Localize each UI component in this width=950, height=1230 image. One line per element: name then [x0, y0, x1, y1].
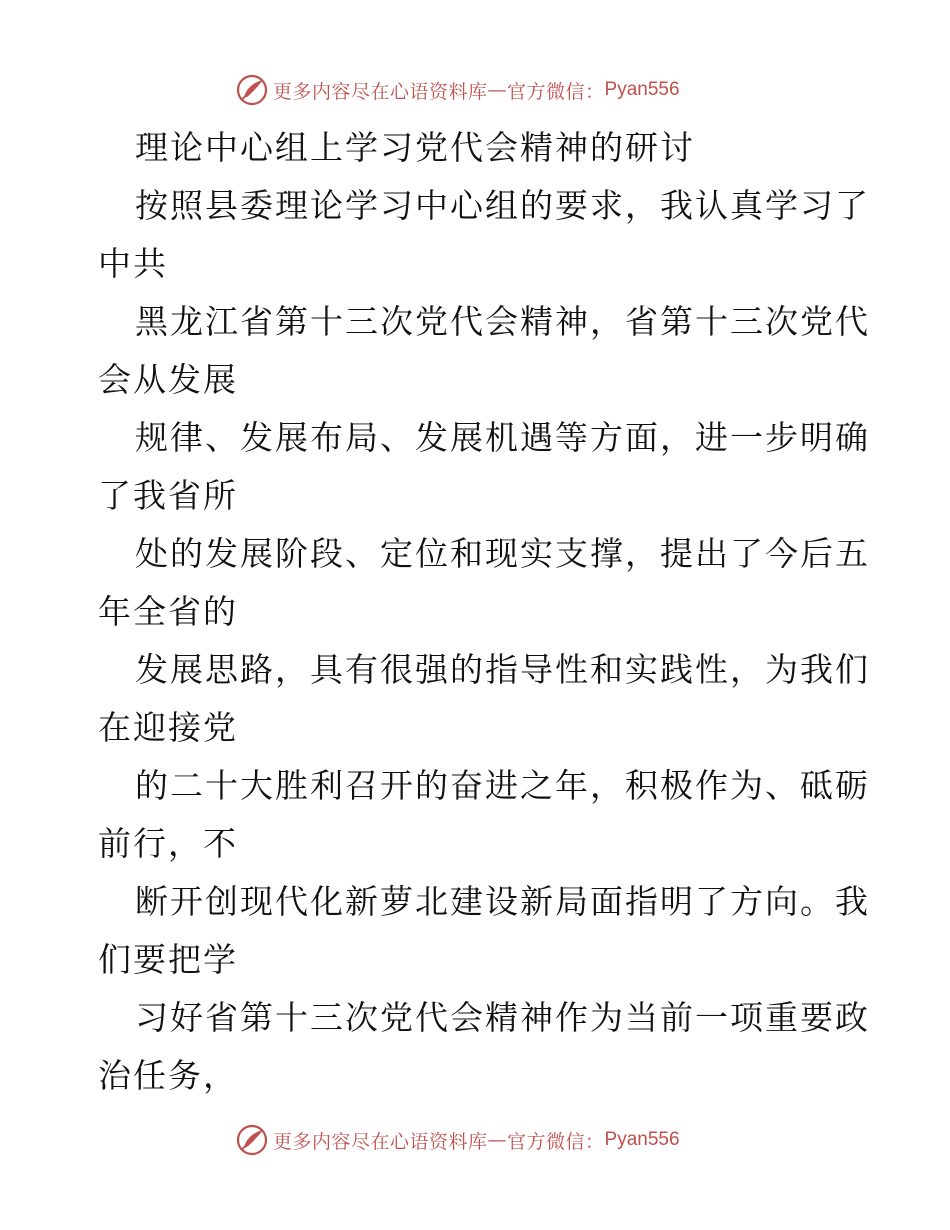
- text-line: 理论中心组上学习党代会精神的研讨: [135, 128, 695, 167]
- text-line: 黑龙江省第十三次党代会精神，省第十三次党代: [135, 302, 870, 341]
- text-line: 了我省所: [98, 476, 238, 515]
- text-line: 习好省第十三次党代会精神作为当前一项重要政: [135, 998, 870, 1037]
- text-line: 发展思路，具有很强的指导性和实践性，为我们: [135, 650, 870, 689]
- watermark-text: 更多内容尽在心语资料库: [273, 80, 488, 103]
- text-line: 中共: [98, 244, 168, 283]
- text-line: 按照县委理论学习中心组的要求，我认真学习了: [135, 186, 870, 225]
- text-line: 治任务，: [98, 1056, 238, 1095]
- watermark-dash: —: [487, 79, 508, 101]
- wechat-id: Pyan556: [604, 79, 680, 100]
- text-line: 们要把学: [98, 940, 238, 979]
- footer-watermark: [235, 1122, 680, 1158]
- watermark-text: 更多内容尽在心语资料库: [273, 1130, 488, 1153]
- document-body: [98, 119, 870, 1105]
- text-line: 规律、发展布局、发展机遇等方面，进一步明确: [135, 418, 870, 457]
- watermark-dash: —: [487, 1129, 508, 1151]
- header-watermark: [235, 72, 680, 108]
- pen-logo-icon: [235, 1123, 269, 1157]
- text-line: 会从发展: [98, 360, 238, 399]
- text-line: 断开创现代化新萝北建设新局面指明了方向。我: [135, 882, 870, 921]
- text-line: 年全省的: [98, 592, 238, 631]
- wechat-label: 官方微信：: [507, 80, 605, 103]
- text-line: 前行，不: [98, 824, 238, 863]
- text-line: 处的发展阶段、定位和现实支撑，提出了今后五: [135, 534, 870, 573]
- wechat-label: 官方微信：: [507, 1130, 605, 1153]
- wechat-id: Pyan556: [604, 1129, 680, 1150]
- text-line: 在迎接党: [98, 708, 238, 747]
- pen-logo-icon: [235, 73, 269, 107]
- text-line: 的二十大胜利召开的奋进之年，积极作为、砥砺: [135, 766, 870, 805]
